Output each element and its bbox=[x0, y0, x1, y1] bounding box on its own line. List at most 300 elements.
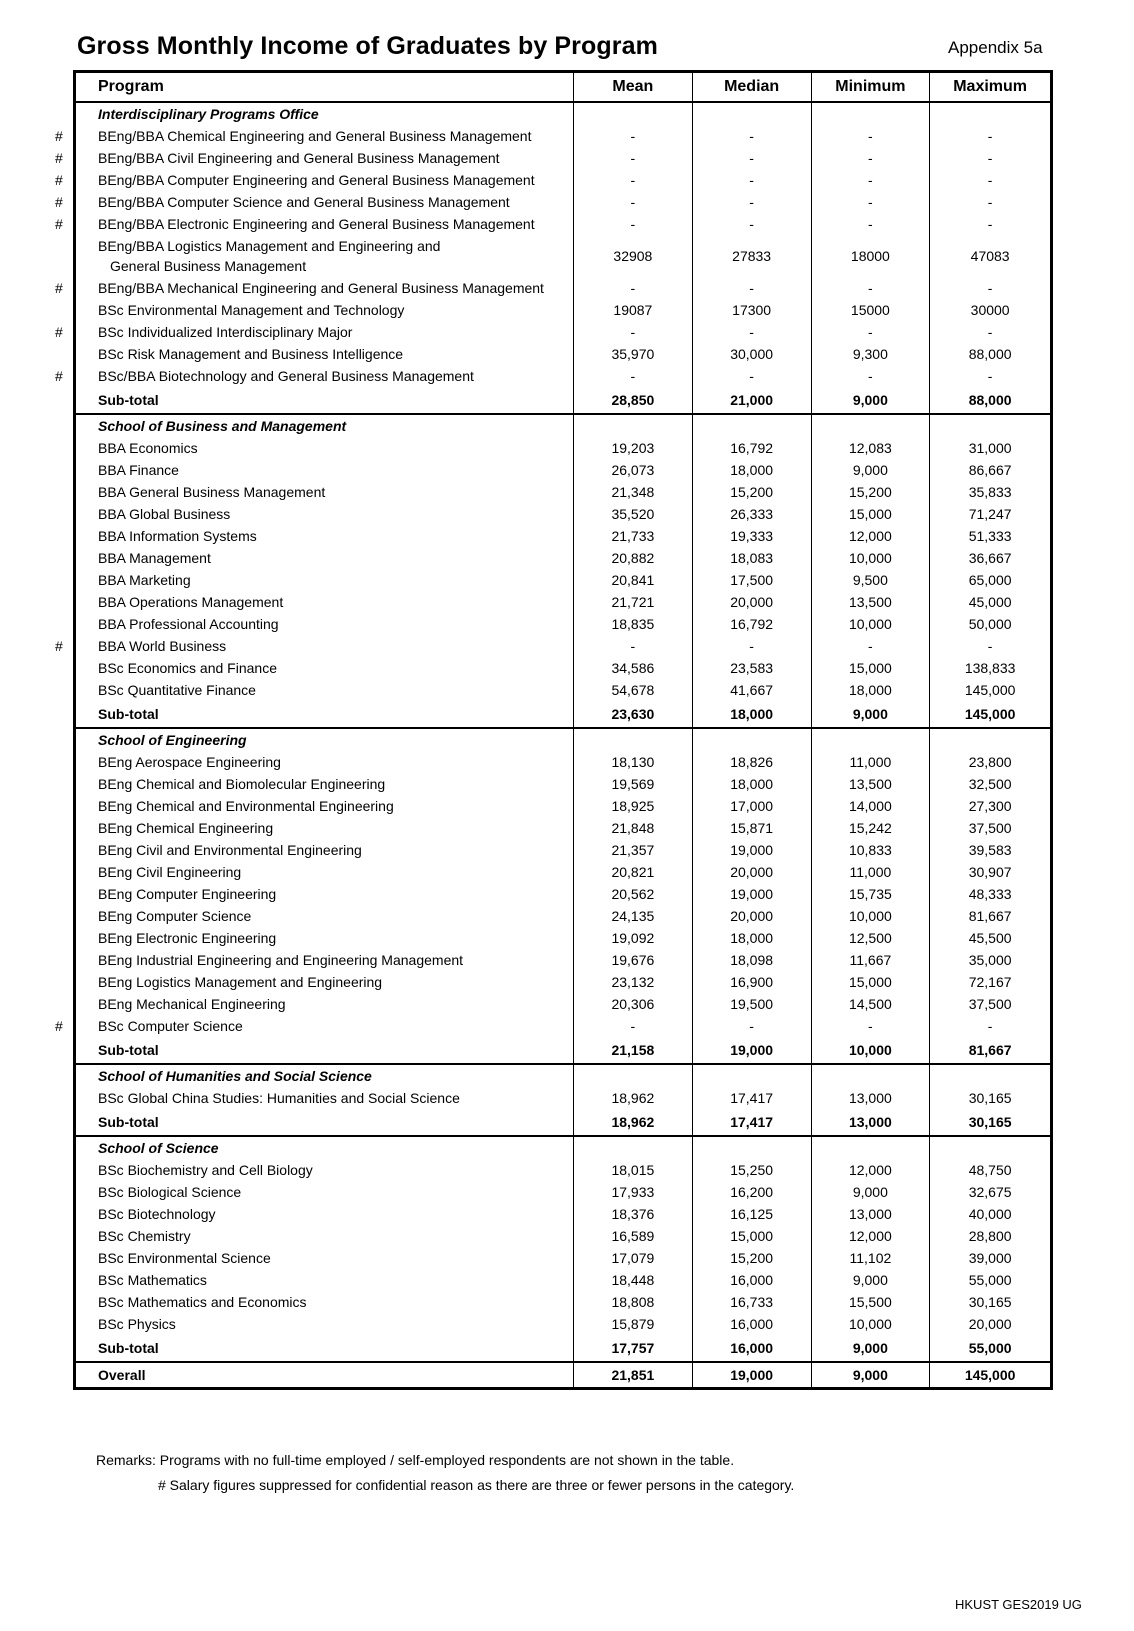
mean-value: - bbox=[574, 1015, 693, 1037]
program-name-text: BEng Civil Engineering bbox=[98, 864, 242, 880]
section-heading-row bbox=[76, 103, 1050, 125]
table-row bbox=[76, 795, 1050, 817]
program-name bbox=[76, 503, 574, 525]
program-name-text: BBA Global Business bbox=[98, 506, 231, 522]
mean-value: 35,970 bbox=[574, 343, 693, 365]
table-header bbox=[76, 73, 1050, 103]
program-name-text: BEng/BBA Electronic Engineering and General Business Management bbox=[98, 216, 535, 232]
suppressed-marker: # bbox=[55, 150, 63, 166]
maximum-value: 47083 bbox=[970, 248, 1010, 264]
program-name bbox=[76, 817, 574, 839]
mean-value: - bbox=[574, 125, 693, 147]
maximum-value: 65,000 bbox=[968, 572, 1012, 588]
subtotal-label: Sub-total bbox=[76, 1037, 574, 1063]
mean-value: 18,130 bbox=[574, 751, 693, 773]
empty-cell bbox=[812, 415, 931, 437]
empty-cell bbox=[812, 729, 931, 751]
mean-value: 20,562 bbox=[574, 883, 693, 905]
empty-cell bbox=[930, 1137, 1050, 1159]
maximum-value: 27,300 bbox=[968, 798, 1012, 814]
program-name-text: BSc Biological Science bbox=[98, 1184, 242, 1200]
maximum-value: 30,165 bbox=[968, 1294, 1012, 1310]
program-name-text: BEng/BBA Mechanical Engineering and General Business Management bbox=[98, 280, 544, 296]
maximum-value: 30,907 bbox=[968, 864, 1012, 880]
table-row bbox=[76, 235, 1050, 277]
mean-value: 18,808 bbox=[574, 1291, 693, 1313]
mean-value: 35,520 bbox=[574, 503, 693, 525]
minimum-value: 15,000 bbox=[812, 657, 931, 679]
mean-value: 26,073 bbox=[574, 459, 693, 481]
minimum-value: 9,500 bbox=[812, 569, 931, 591]
table-row bbox=[76, 1203, 1050, 1225]
subtotal-row bbox=[76, 1037, 1050, 1065]
maximum-value: 28,800 bbox=[968, 1228, 1012, 1244]
program-name bbox=[55, 169, 574, 191]
minimum-value: 11,000 bbox=[812, 861, 931, 883]
mean-value: - bbox=[574, 213, 693, 235]
program-name bbox=[76, 949, 574, 971]
program-name bbox=[76, 657, 574, 679]
table-row bbox=[55, 169, 1050, 191]
empty-cell bbox=[930, 1065, 1050, 1087]
minimum-value: 12,000 bbox=[812, 525, 931, 547]
program-name-text: BEng Aerospace Engineering bbox=[98, 754, 281, 770]
subtotal-minimum: 13,000 bbox=[812, 1109, 931, 1135]
suppressed-marker: # bbox=[55, 280, 63, 296]
income-table bbox=[55, 70, 1053, 1390]
median-value: - bbox=[693, 365, 812, 387]
minimum-value: 13,500 bbox=[812, 591, 931, 613]
program-name bbox=[55, 277, 574, 299]
maximum-value: - bbox=[987, 172, 993, 188]
remarks-note: # Salary figures suppressed for confidential reason as there are three or fewer persons in the category. bbox=[158, 1477, 795, 1493]
median-value: 16,000 bbox=[693, 1313, 812, 1335]
section-heading: School of Science bbox=[76, 1137, 574, 1159]
program-name bbox=[55, 125, 574, 147]
program-name-text: BSc Chemistry bbox=[98, 1228, 191, 1244]
table-row bbox=[76, 861, 1050, 883]
program-name bbox=[76, 1269, 574, 1291]
program-name-text: BSc Biotechnology bbox=[98, 1206, 216, 1222]
section-heading-row bbox=[76, 1065, 1050, 1087]
overall-median: 19,000 bbox=[693, 1363, 812, 1387]
maximum-value: 37,500 bbox=[968, 996, 1012, 1012]
maximum-value: - bbox=[987, 150, 993, 166]
program-name bbox=[76, 679, 574, 701]
program-name-text: BEng Chemical and Environmental Engineering bbox=[98, 798, 394, 814]
mean-value: 23,132 bbox=[574, 971, 693, 993]
median-value: 15,200 bbox=[693, 1247, 812, 1269]
program-name-text: BSc/BBA Biotechnology and General Business Management bbox=[98, 368, 474, 384]
minimum-value: 15000 bbox=[812, 299, 931, 321]
subtotal-mean: 17,757 bbox=[574, 1335, 693, 1361]
program-name-text: BEng Chemical and Biomolecular Engineering bbox=[98, 776, 386, 792]
program-name bbox=[76, 1087, 574, 1109]
mean-value: 19,092 bbox=[574, 927, 693, 949]
maximum-value: - bbox=[987, 368, 993, 384]
table-row bbox=[76, 1247, 1050, 1269]
maximum-value: 88,000 bbox=[968, 346, 1012, 362]
header-median: Median bbox=[693, 73, 812, 101]
empty-cell bbox=[693, 1137, 812, 1159]
median-value: 16,900 bbox=[693, 971, 812, 993]
subtotal-label: Sub-total bbox=[76, 1109, 574, 1135]
mean-value: 15,879 bbox=[574, 1313, 693, 1335]
median-value: - bbox=[693, 147, 812, 169]
mean-value: 18,962 bbox=[574, 1087, 693, 1109]
mean-value: - bbox=[574, 191, 693, 213]
mean-value: 20,882 bbox=[574, 547, 693, 569]
program-name-text: BSc Quantitative Finance bbox=[98, 682, 256, 698]
minimum-value: 11,000 bbox=[812, 751, 931, 773]
header-mean: Mean bbox=[574, 73, 693, 101]
table-row bbox=[76, 773, 1050, 795]
maximum-value: 51,333 bbox=[968, 528, 1012, 544]
maximum-value: - bbox=[987, 280, 993, 296]
subtotal-mean: 21,158 bbox=[574, 1037, 693, 1063]
mean-value: 21,348 bbox=[574, 481, 693, 503]
maximum-value: 23,800 bbox=[968, 754, 1012, 770]
maximum-value: 45,000 bbox=[968, 594, 1012, 610]
minimum-value: - bbox=[812, 321, 931, 343]
mean-value: 20,841 bbox=[574, 569, 693, 591]
subtotal-mean: 23,630 bbox=[574, 701, 693, 727]
table-row bbox=[76, 1313, 1050, 1335]
maximum-value: 39,583 bbox=[968, 842, 1012, 858]
median-value: - bbox=[693, 213, 812, 235]
subtotal-row bbox=[76, 1335, 1050, 1363]
program-name bbox=[76, 1203, 574, 1225]
maximum-value: - bbox=[987, 638, 993, 654]
section-heading: School of Business and Management bbox=[76, 415, 574, 437]
table-row bbox=[76, 1181, 1050, 1203]
minimum-value: 14,500 bbox=[812, 993, 931, 1015]
program-name-text: BBA World Business bbox=[98, 638, 227, 654]
median-value: 19,000 bbox=[693, 839, 812, 861]
minimum-value: 11,667 bbox=[812, 949, 931, 971]
page-title: Gross Monthly Income of Graduates by Program bbox=[77, 32, 658, 60]
minimum-value: - bbox=[812, 169, 931, 191]
suppressed-marker: # bbox=[55, 324, 63, 340]
minimum-value: 9,000 bbox=[812, 1269, 931, 1291]
table-row bbox=[76, 525, 1050, 547]
subtotal-maximum: 55,000 bbox=[968, 1340, 1012, 1356]
subtotal-mean: 18,962 bbox=[574, 1109, 693, 1135]
median-value: 19,500 bbox=[693, 993, 812, 1015]
mean-value: 18,015 bbox=[574, 1159, 693, 1181]
minimum-value: 10,000 bbox=[812, 1313, 931, 1335]
minimum-value: - bbox=[812, 125, 931, 147]
program-name-text: BSc Environmental Science bbox=[98, 1250, 271, 1266]
table-row bbox=[76, 481, 1050, 503]
subtotal-median: 21,000 bbox=[693, 387, 812, 413]
mean-value: - bbox=[574, 169, 693, 191]
median-value: - bbox=[693, 1015, 812, 1037]
program-name-text: BSc Risk Management and Business Intelligence bbox=[98, 346, 404, 362]
median-value: - bbox=[693, 277, 812, 299]
mean-value: 21,357 bbox=[574, 839, 693, 861]
program-name bbox=[76, 1313, 574, 1335]
table-row bbox=[76, 883, 1050, 905]
empty-cell bbox=[693, 103, 812, 125]
median-value: - bbox=[693, 635, 812, 657]
suppressed-marker: # bbox=[55, 128, 63, 144]
program-name bbox=[76, 1225, 574, 1247]
maximum-value: - bbox=[987, 216, 993, 232]
minimum-value: - bbox=[812, 277, 931, 299]
table-row bbox=[76, 927, 1050, 949]
maximum-value: 55,000 bbox=[968, 1272, 1012, 1288]
median-value: 16,792 bbox=[693, 613, 812, 635]
maximum-value: 39,000 bbox=[968, 1250, 1012, 1266]
table-row bbox=[55, 1015, 1050, 1037]
subtotal-minimum: 9,000 bbox=[812, 701, 931, 727]
mean-value: - bbox=[574, 635, 693, 657]
program-name-text: BSc Physics bbox=[98, 1316, 176, 1332]
program-name bbox=[55, 213, 574, 235]
program-name bbox=[76, 883, 574, 905]
program-name bbox=[55, 635, 574, 657]
program-name bbox=[55, 147, 574, 169]
maximum-value: 30000 bbox=[970, 302, 1010, 318]
minimum-value: 10,833 bbox=[812, 839, 931, 861]
maximum-value: - bbox=[987, 1018, 993, 1034]
median-value: 16,792 bbox=[693, 437, 812, 459]
mean-value: 19,569 bbox=[574, 773, 693, 795]
program-name-line1: BEng/BBA Logistics Management and Engineering and bbox=[98, 238, 441, 254]
program-name-text: BEng Chemical Engineering bbox=[98, 820, 274, 836]
table-row bbox=[76, 657, 1050, 679]
mean-value: 18,925 bbox=[574, 795, 693, 817]
suppressed-marker: # bbox=[55, 172, 63, 188]
median-value: 18,000 bbox=[693, 459, 812, 481]
mean-value: 20,821 bbox=[574, 861, 693, 883]
mean-value: - bbox=[574, 365, 693, 387]
median-value: 23,583 bbox=[693, 657, 812, 679]
subtotal-median: 17,417 bbox=[693, 1109, 812, 1135]
maximum-value: 81,667 bbox=[968, 908, 1012, 924]
maximum-value: 37,500 bbox=[968, 820, 1012, 836]
table-row bbox=[55, 125, 1050, 147]
median-value: 18,098 bbox=[693, 949, 812, 971]
empty-cell bbox=[693, 729, 812, 751]
table-row bbox=[76, 1225, 1050, 1247]
overall-row bbox=[76, 1363, 1050, 1387]
mean-value: 21,721 bbox=[574, 591, 693, 613]
empty-cell bbox=[574, 729, 693, 751]
suppressed-marker: # bbox=[55, 1018, 63, 1034]
section-heading-row bbox=[76, 415, 1050, 437]
mean-value: 16,589 bbox=[574, 1225, 693, 1247]
minimum-value: 10,000 bbox=[812, 547, 931, 569]
median-value: 19,000 bbox=[693, 883, 812, 905]
table-row bbox=[76, 751, 1050, 773]
minimum-value: 10,000 bbox=[812, 905, 931, 927]
program-name-text: BBA Professional Accounting bbox=[98, 616, 279, 632]
minimum-value: 15,242 bbox=[812, 817, 931, 839]
maximum-value: 40,000 bbox=[968, 1206, 1012, 1222]
mean-value: 19087 bbox=[574, 299, 693, 321]
maximum-value: 50,000 bbox=[968, 616, 1012, 632]
subtotal-maximum: 145,000 bbox=[964, 706, 1016, 722]
program-name-text: BEng/BBA Civil Engineering and General Business Management bbox=[98, 150, 500, 166]
program-name-text: BEng/BBA Computer Science and General Business Management bbox=[98, 194, 510, 210]
maximum-value: 31,000 bbox=[968, 440, 1012, 456]
maximum-value: 138,833 bbox=[964, 660, 1016, 676]
table-row bbox=[55, 191, 1050, 213]
maximum-value: 30,165 bbox=[968, 1090, 1012, 1106]
median-value: 18,083 bbox=[693, 547, 812, 569]
minimum-value: 15,735 bbox=[812, 883, 931, 905]
program-name-line2: General Business Management bbox=[110, 258, 307, 274]
minimum-value: 13,500 bbox=[812, 773, 931, 795]
mean-value: 32908 bbox=[574, 235, 693, 277]
median-value: 30,000 bbox=[693, 343, 812, 365]
minimum-value: - bbox=[812, 365, 931, 387]
program-name bbox=[76, 1159, 574, 1181]
subtotal-maximum: 88,000 bbox=[968, 392, 1012, 408]
minimum-value: 15,000 bbox=[812, 503, 931, 525]
median-value: - bbox=[693, 191, 812, 213]
maximum-value: 72,167 bbox=[968, 974, 1012, 990]
program-name-text: BSc Individualized Interdisciplinary Major bbox=[98, 324, 353, 340]
empty-cell bbox=[812, 1065, 931, 1087]
table-row bbox=[76, 459, 1050, 481]
minimum-value: 12,500 bbox=[812, 927, 931, 949]
program-name-text: BEng Electronic Engineering bbox=[98, 930, 277, 946]
empty-cell bbox=[812, 1137, 931, 1159]
suppressed-marker: # bbox=[55, 638, 63, 654]
maximum-value: 35,833 bbox=[968, 484, 1012, 500]
program-name-text: BBA Management bbox=[98, 550, 211, 566]
table-row bbox=[76, 547, 1050, 569]
empty-cell bbox=[930, 103, 1050, 125]
program-name bbox=[76, 993, 574, 1015]
subtotal-label: Sub-total bbox=[76, 701, 574, 727]
program-name bbox=[76, 1291, 574, 1313]
program-name bbox=[76, 971, 574, 993]
program-name bbox=[76, 795, 574, 817]
median-value: 41,667 bbox=[693, 679, 812, 701]
maximum-value: 32,500 bbox=[968, 776, 1012, 792]
median-value: - bbox=[693, 321, 812, 343]
program-name-text: BEng Logistics Management and Engineering bbox=[98, 974, 383, 990]
median-value: 27833 bbox=[693, 235, 812, 277]
maximum-value: 86,667 bbox=[968, 462, 1012, 478]
header-maximum: Maximum bbox=[953, 78, 1028, 95]
median-value: 19,333 bbox=[693, 525, 812, 547]
table-row bbox=[55, 635, 1050, 657]
program-name bbox=[76, 861, 574, 883]
table-row bbox=[55, 147, 1050, 169]
program-name bbox=[55, 321, 574, 343]
median-value: 16,200 bbox=[693, 1181, 812, 1203]
subtotal-row bbox=[76, 701, 1050, 729]
maximum-value: 48,750 bbox=[968, 1162, 1012, 1178]
minimum-value: 12,083 bbox=[812, 437, 931, 459]
table-row bbox=[76, 949, 1050, 971]
suppressed-marker: # bbox=[55, 216, 63, 232]
overall-label: Overall bbox=[76, 1363, 574, 1387]
program-name-text: BBA General Business Management bbox=[98, 484, 326, 500]
table-row bbox=[76, 1159, 1050, 1181]
table-row bbox=[76, 1291, 1050, 1313]
program-name bbox=[55, 1015, 574, 1037]
median-value: 16,733 bbox=[693, 1291, 812, 1313]
mean-value: 17,933 bbox=[574, 1181, 693, 1203]
program-name-text: BEng/BBA Chemical Engineering and General Business Management bbox=[98, 128, 532, 144]
empty-cell bbox=[574, 1065, 693, 1087]
program-name-wrap bbox=[98, 236, 440, 276]
empty-cell bbox=[930, 415, 1050, 437]
empty-cell bbox=[574, 103, 693, 125]
minimum-value: 12,000 bbox=[812, 1225, 931, 1247]
mean-value: 21,733 bbox=[574, 525, 693, 547]
mean-value: 19,203 bbox=[574, 437, 693, 459]
median-value: 18,000 bbox=[693, 927, 812, 949]
program-name-text: BEng Industrial Engineering and Engineering Management bbox=[98, 952, 464, 968]
minimum-value: 18000 bbox=[812, 235, 931, 277]
table-row bbox=[76, 437, 1050, 459]
empty-cell bbox=[574, 415, 693, 437]
empty-cell bbox=[574, 1137, 693, 1159]
program-name-text: BEng Computer Science bbox=[98, 908, 252, 924]
subtotal-minimum: 9,000 bbox=[812, 387, 931, 413]
program-name-text: BSc Mathematics and Economics bbox=[98, 1294, 307, 1310]
program-name-text: BSc Mathematics bbox=[98, 1272, 207, 1288]
mean-value: 18,448 bbox=[574, 1269, 693, 1291]
program-name-text: BBA Operations Management bbox=[98, 594, 284, 610]
minimum-value: 12,000 bbox=[812, 1159, 931, 1181]
table-row bbox=[76, 839, 1050, 861]
mean-value: 19,676 bbox=[574, 949, 693, 971]
table-row bbox=[76, 905, 1050, 927]
program-name-text: BBA Information Systems bbox=[98, 528, 257, 544]
suppressed-marker: # bbox=[55, 194, 63, 210]
subtotal-maximum: 81,667 bbox=[968, 1042, 1012, 1058]
maximum-value: - bbox=[987, 194, 993, 210]
mean-value: 18,835 bbox=[574, 613, 693, 635]
minimum-value: 15,000 bbox=[812, 971, 931, 993]
table-row bbox=[76, 343, 1050, 365]
table-row bbox=[76, 503, 1050, 525]
median-value: 18,826 bbox=[693, 751, 812, 773]
maximum-value: - bbox=[987, 324, 993, 340]
program-name-text: BSc Economics and Finance bbox=[98, 660, 277, 676]
program-name bbox=[76, 1181, 574, 1203]
program-name bbox=[76, 613, 574, 635]
mean-value: 54,678 bbox=[574, 679, 693, 701]
program-name bbox=[76, 481, 574, 503]
table-row bbox=[76, 679, 1050, 701]
program-name bbox=[55, 191, 574, 213]
empty-cell bbox=[930, 729, 1050, 751]
mean-value: 17,079 bbox=[574, 1247, 693, 1269]
program-name-text: BSc Biochemistry and Cell Biology bbox=[98, 1162, 313, 1178]
program-name-text: BEng Mechanical Engineering bbox=[98, 996, 286, 1012]
program-name bbox=[76, 459, 574, 481]
section-heading: School of Humanities and Social Science bbox=[76, 1065, 574, 1087]
appendix-label: Appendix 5a bbox=[948, 38, 1043, 57]
minimum-value: 15,500 bbox=[812, 1291, 931, 1313]
program-name-text: BBA Economics bbox=[98, 440, 198, 456]
mean-value: - bbox=[574, 147, 693, 169]
median-value: 26,333 bbox=[693, 503, 812, 525]
subtotal-minimum: 9,000 bbox=[812, 1335, 931, 1361]
median-value: 17,500 bbox=[693, 569, 812, 591]
empty-cell bbox=[693, 1065, 812, 1087]
program-name bbox=[76, 569, 574, 591]
